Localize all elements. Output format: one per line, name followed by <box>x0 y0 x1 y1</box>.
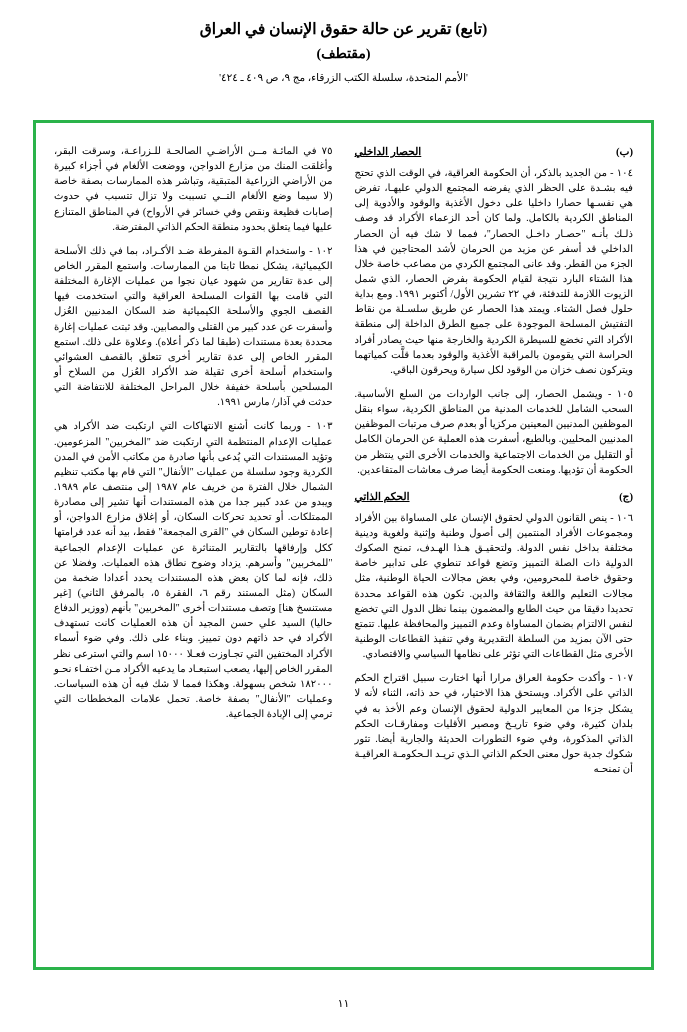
column-right <box>355 142 634 950</box>
paragraph: ١٠٤ - من الجديد بالذكر، أن الحكومة العراقية، في الوقت الذي تحتج فيه بشـدة على الحظر الذي يفرضه المجتمع الدولي عليهـا، تفرض هي نفسـها حصارا داخليا على دخول الأغذية والوقود والأدوية إلى المناطق الكردية بالكامل. ولما كان أحد الزعماء الأكراد قد وصف ذلـك بأنـه "حصـار داخـل الحصار"، فمما لا شك فيه أن الحصار الداخلي قد أسفر عن مزيد من الحرمان لأشد المحتاجين في هذا الجزء من القطر. وقد عانى المجتمع الكردي من مصاعب خاصة خلال هذا الشتاء البارد نتيجة لقيام الحكومة بفرض الحصار، الذي شمل الزيوت اللازمة للتدفئة، في ٢٢ تشرين الأول/ أكتوبر ١٩٩١. ومع بداية حلول فصل الشتاء. ويمتد هذا الحصار عن طريق سلسـلة من نقاط التفتيش المسلحة الموجودة على جميع الطرق الداخلة إلى منطقة الأكراد التي تخضع للسيطرة الكردية والخارجة منها حيث يصادر أفراد الحراسة التي يقومون بالمراقبة الأغذية والوقود بعدما قلَّت كمياتهما ويتركون نصف خزان من الوقود لكل سيارة ويحرقون الباقي. <box>354 168 633 376</box>
section-title: الحصار الداخلي <box>354 147 422 158</box>
section-title: الحكم الذاتي <box>354 491 410 503</box>
section-label: (ب) <box>615 147 633 158</box>
section-heading-c <box>355 491 634 503</box>
two-column-body <box>44 130 643 960</box>
column-left <box>54 142 333 950</box>
page-number: ١١ <box>337 998 350 1010</box>
section-heading-b <box>355 146 634 158</box>
paragraph: ١٠٣ - وربما كانت أشنع الانتهاكات التي ارتكبت ضد الأكراد هي عمليات الإعدام المنتظمة التي ارتكبت ضد "المخربين" المزعومين. وتؤيد المستندات التي يُدعى بأنها صادرة من مكاتب الأمن في المدن الكردية وجود سلسلة من عمليات "الأنفال" التي قام بها مكتب تنظيم الشمال خلال الفترة من خريف عام ١٩٨٧ إلى منتصف عام ١٩٨٩. ويبدو من عدد كبير جدا من هذه المستندات أنها تشير إلى مصادرة الممتلكات. أو تحديد تحركات السكان، أو إغلاق مزارع الدواجن، أو إعادة توطين السكان في "القرى المجمعة" فقط، بيد أنه عدد قرامتها ككل وإرفاقها بالتقارير المتناثرة عن عمليات الإعدام الجماعية "للمخربين" وأسرهم. يزداد وضوح نطاق هذه العمليات. وفضلا عن ذلك، فإنه لما كان بعض هذه المستندات يحدد أعدادا ضخمة من السكان (مثل المستند رقم ٦، الفقرة ٥، بالمرفق الثاني) [غير مستنسخ هنا] وتصف مستندات أخرى "المخربين" بأنهم (ووزير الدفاع حاليا) السيد علي حسن المجيد أن هذه العمليات كانت تستهدف الأكراد في حد ذاتهم دون تمييز. وبناء على ذلك. وفي ضوء أسماء الأكراد المختفين التي تجـاوزت فعـلا ١٥٠٠٠ اسم والتي استرعى نظر المقرر الخاص إليها، يصعب استبعـاد ما يدعيه الأكراد مـن اختفـاء نحـو ١٨٢٠٠٠ شخص بسهولة. وهكذا فمما لا شك فيه أن هذه السياسات. وعمليات "الأنفال" بصفة خاصة. تحمل علامات المخططات التي ترمي إلى الإبادة الجماعية. <box>54 421 333 721</box>
paragraph: ٧٥ في المائـة مــن الأراضـي الصالحـة للـزراعـة، وسرقت البقر، وأغلقت المنك من مزارع الدواجن، ووضعت الألغام في أجزاء كبيرة من الأراضي الزراعية المتبقية، وتباشر هذه الممارسات بصفة خاصة (لا سيما وضع الألغام التــي تسببت ولا تزال تتسبب في حدوث إصابات فظيعة ونقص وفي خسائر في الأرواح) في المناطق المتنازع عليها فيما يتعلق بحدود منطقة الحكم الذاتي المفترضة. <box>54 146 333 233</box>
page-header <box>0 0 687 84</box>
page-subtitle: (مقتطف) <box>316 47 371 63</box>
paragraph: ١٠٥ - ويشمل الحصار، إلى جانب الواردات من السلع الأساسية. السحب الشامل للخدمات المدنية من المناطق الكردية، سواء بنقل الموظفين المدنيين المعينين مركزيا أو بعدم صرف مرتبات الموظفين المدنيين المحليين. وبالطبع، أسفرت هذه العملية عن الحرمان الكامل أو التقليل من الخدمات الاجتماعية والخدمات الأخرى التي ينتظر من الحكومة أن تؤديها. ومنعت الحكومة أيضا صرف معاشات المتقاعدين. <box>354 388 633 476</box>
page-source-citation: 'الأمم المتحدة، سلسلة الكتب الزرقاء، مج ٩، ص ٤٠٩ ـ ٤٢٤' <box>219 73 468 85</box>
paragraph: ١٠٧ - وأكدت حكومة العراق مرارا أنها اختارت سبيل اقتراح الحكم الذاتي على الأكراد. ويستحق هذا الاختيار، في حد ذاته، الثناء لأنه لا يشكل جزءا من المعايير الدولية لحقوق الإنسان وعم الأخذ به في بلدان كثيرة، وفي ضوء تاريـخ ومصير الأقليات ومفارقـات الحكم الذاتي المذكورة، وفي ضوء التطورات الحديثة والجارية أيضا. تثور شكوك جدية حول معنى الحكم الذاتي الـذي تريـد الـحكومـة العراقيـة أن تمنحـه <box>354 673 633 776</box>
paragraph: ١٠٢ - واستخدام القـوة المفرطة ضـد الأكـراد، بما في ذلك الأسلحة الكيميائية، يشكل نمطا ثابتا من الممارسات. واستمع المقرر الخاص إلى عدة تقارير من شهود عيان نجوا من عمليات الإغارة المختلفة التي قامت بها القوات المسلحة العراقية والتي استخدمت فيها القصف الجوي والأسلحة الكيميائية ضد السكان المدنيين العُزل وأسفرت عن عدد كبير من القتلى والمصابين. وقد ثبتت عمليات إغارة محددة بعدة مستندات (طبقا لما ذكر أعلاه). وعلاوة على ذلك. استمع المقرر الخاص إلى عدة تقارير أخرى تتعلق بالقصف العشوائي واستخدام أسلحة أخرى ثقيلة ضد الأكراد العُزل من السلاح أو المسلحين بأسلحة خفيفة خلال المراحل المختلفة للانتفاضة التي حدثت في آذار/ مارس ١٩٩١. <box>54 245 333 409</box>
section-label: (ج) <box>619 491 633 503</box>
paragraph: ١٠٦ - ينص القانون الدولي لحقوق الإنسان على المساواة بين الأفراد ومجموعات الأفراد المنتمين إلى أصول وطنية وإثنية ولغوية ودينية مختلفة بداخل نفس الدولة. ولتحقيـق هـذا الهـدف، تمنح الصكوك الدولية ذات الصلة التمييز وتضع قواعد تنطوي على تدابير خاصة وحقوق خاصة للمحرومين، وفي بعض مجالات الحياة الوطنية، مثل مجالات التعليم واللغة والثقافة والدين. تكون هذه القواعد محددة تحديدا دقيقا من حيث الطابع والمضمون بينما نظل الدول التي تخضع لنفس الالتزام بضمان المساواة وعدم التمييز والمحافظة عليها. تتمتع حتى الآن بمزيد من السلطة التقديرية وفي تنفيذ القطاعات الوطنية الأخرى مثل القطاعات التي تؤثر على نظامها السياسي والاقتصادي. <box>354 512 633 661</box>
page-title: (تابع) تقرير عن حالة حقوق الإنسان في العراق <box>199 21 488 38</box>
